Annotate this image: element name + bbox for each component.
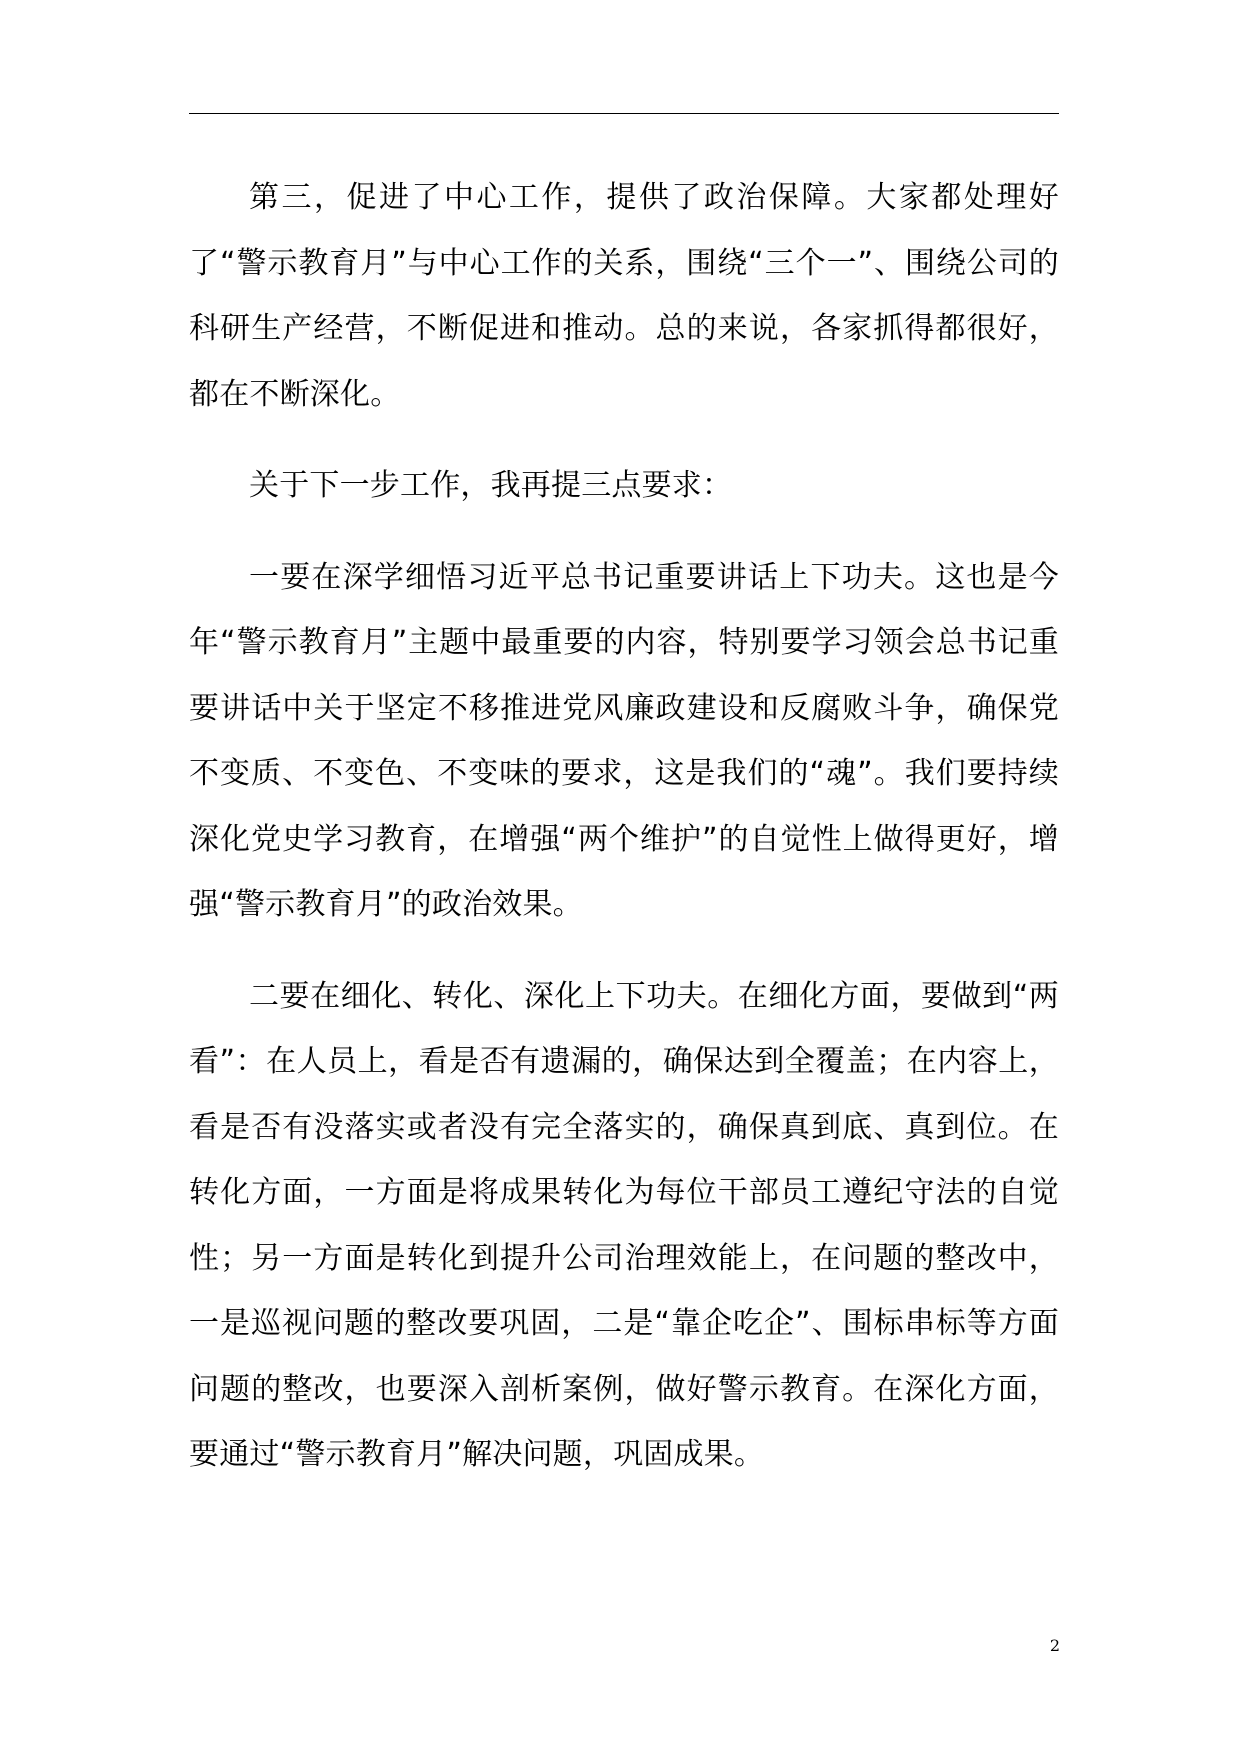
paragraph-third-point: 第三，促进了中心工作，提供了政治保障。大家都处理好了“警示教育月”与中心工作的关系，围绕“三个一”、围绕公司的科研生产经营，不断促进和推动。总的来说，各家抓得都很好，都在不断深化。: [189, 180, 1059, 412]
paragraph-next-steps-intro: 关于下一步工作，我再提三点要求：: [249, 468, 733, 503]
header-rule: [189, 113, 1059, 114]
document-body: [189, 165, 1059, 1488]
paragraph-requirement-two: 二要在细化、转化、深化上下功夫。在细化方面，要做到“两看”：在人员上，看是否有遗漏的，确保达到全覆盖；在内容上，看是否有没落实或者没有完全落实的，确保真到底、真到位。在转化方面，一方面是将成果转化为每位干部员工遵纪守法的自觉性；另一方面是转化到提升公司治理效能上，在问题的整改中，一是巡视问题的整改要巩固，二是“靠企吃企”、围标串标等方面问题的整改，也要深入剖析案例，做好警示教育。在深化方面，要通过“警示教育月”解决问题，巩固成果。: [189, 978, 1059, 1472]
page-number: 2: [1049, 1636, 1060, 1655]
paragraph-requirement-one: 一要在深学细悟习近平总书记重要讲话上下功夫。这也是今年“警示教育月”主题中最重要的内容，特别要学习领会总书记重要讲话中关于坚定不移推进党风廉政建设和反腐败斗争，确保党不变质、不变色、不变味的要求，这是我们的“魂”。我们要持续深化党史学习教育，在增强“两个维护”的自觉性上做得更好，增强“警示教育月”的政治效果。: [189, 559, 1059, 922]
